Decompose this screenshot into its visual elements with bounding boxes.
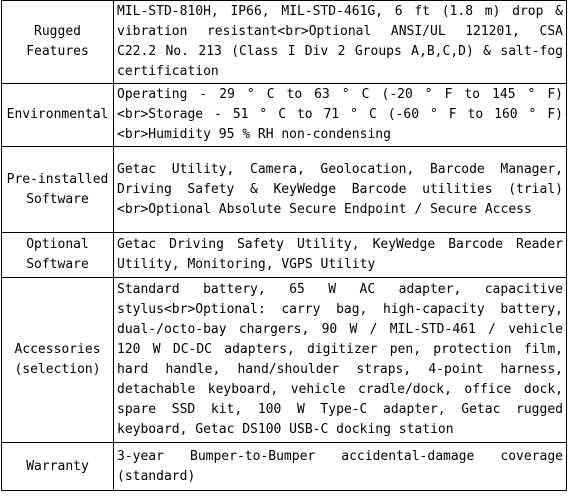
row-value: MIL-STD-810H, IP66, MIL-STD-461G, 6 ft (1.8 m) drop & vibration resistant<br>Optional ANSI/UL 121201, CSA C22.2 No. 213 (Class I Div 2 Groups A,B,C,D) & salt-fog certification <box>114 1 567 84</box>
row-value: Operating - 29 ° C to 63 ° C (-20 ° F to 145 ° F)<br>Storage - 51 ° C to 71 ° C (-60 ° F to 160 ° F)<br>Humidity 95 % RH non-condensing <box>114 84 567 147</box>
table-row <box>2 443 567 491</box>
table-row <box>2 1 567 84</box>
row-label: Rugged Features <box>2 1 114 84</box>
row-label: Warranty <box>2 443 114 491</box>
row-value: 3-year Bumper-to-Bumper accidental-damage coverage (standard) <box>114 443 567 491</box>
row-label: Environmental <box>2 84 114 147</box>
row-value: Getac Driving Safety Utility, KeyWedge Barcode Reader Utility, Monitoring, VGPS Utility <box>114 233 567 278</box>
row-label: Optional Software <box>2 233 114 278</box>
spec-table <box>1 0 567 491</box>
row-label: Pre-installed Software <box>2 147 114 233</box>
table-row <box>2 147 567 233</box>
table-row <box>2 84 567 147</box>
table-row <box>2 233 567 278</box>
row-value: Getac Utility, Camera, Geolocation, Barcode Manager, Driving Safety & KeyWedge Barcode utilities (trial)<br>Optional Absolute Secure Endpoint / Secure Access <box>114 147 567 233</box>
table-row <box>2 278 567 443</box>
row-label: Accessories (selection) <box>2 278 114 443</box>
row-value: Standard battery, 65 W AC adapter, capacitive stylus<br>Optional: carry bag, high-capacity battery, dual-/octo-bay chargers, 90 W / MIL-STD-461 / vehicle 120 W DC-DC adapters, digitizer pen, protection film, hard handle, hand/shoulder straps, 4-point harness, detachable keyboard, vehicle cradle/dock, office dock, spare SSD kit, 100 W Type-C adapter, Getac rugged keyboard, Getac DS100 USB-C docking station <box>114 278 567 443</box>
